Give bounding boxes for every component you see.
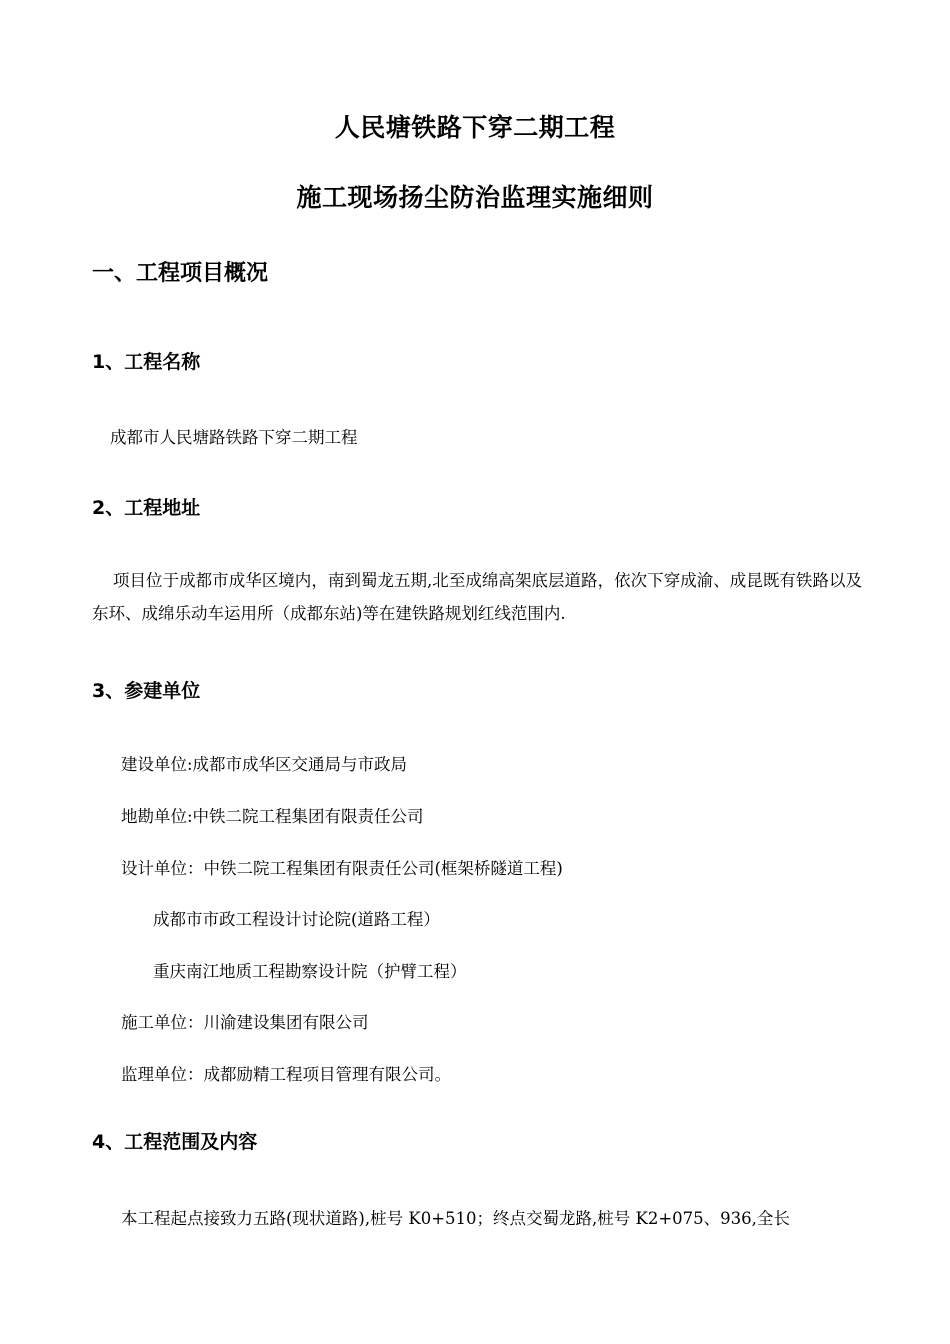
document-title-line-2: 施工现场扬尘防治监理实施细则: [296, 183, 654, 212]
unit-line-construction-owner: 建设单位:成都市成华区交通局与市政局: [121, 755, 408, 774]
project-address-paragraph: 项目位于成都市成华区境内，南到蜀龙五期,北至成绵高架底层道路，依次下穿成渝、成昆既有铁路以及东环、成绵乐动车运用所（成都东站)等在建铁路规划红线范围内.: [92, 571, 862, 623]
project-name-text: 成都市人民塘路铁路下穿二期工程: [110, 428, 358, 447]
document-title-line-1: 人民塘铁路下穿二期工程: [334, 113, 616, 142]
scope-text: 本工程起点接致力五路(现状道路),桩号 K0+510；终点交蜀龙路,桩号 K2+075、936,全长: [121, 1209, 790, 1228]
unit-line-design-road: 成都市市政工程设计讨论院(道路工程）: [153, 910, 440, 929]
unit-line-supervisor: 监理单位：成都励精工程项目管理有限公司。: [121, 1065, 451, 1084]
subheading-project-address: 2、工程地址: [92, 497, 201, 519]
unit-line-design-retaining: 重庆南江地质工程勘察设计院（护臂工程）: [153, 962, 467, 981]
subheading-participating-units: 3、参建单位: [92, 680, 201, 702]
subheading-scope-and-content: 4、工程范围及内容: [92, 1131, 258, 1153]
section-heading-project-overview: 一、工程项目概况: [92, 261, 269, 286]
unit-line-survey: 地勘单位:中铁二院工程集团有限责任公司: [121, 807, 424, 826]
subheading-project-name: 1、工程名称: [92, 351, 201, 373]
unit-line-design: 设计单位：中铁二院工程集团有限责任公司(框架桥隧道工程): [121, 859, 563, 878]
unit-line-contractor: 施工单位：川渝建设集团有限公司: [121, 1013, 369, 1032]
